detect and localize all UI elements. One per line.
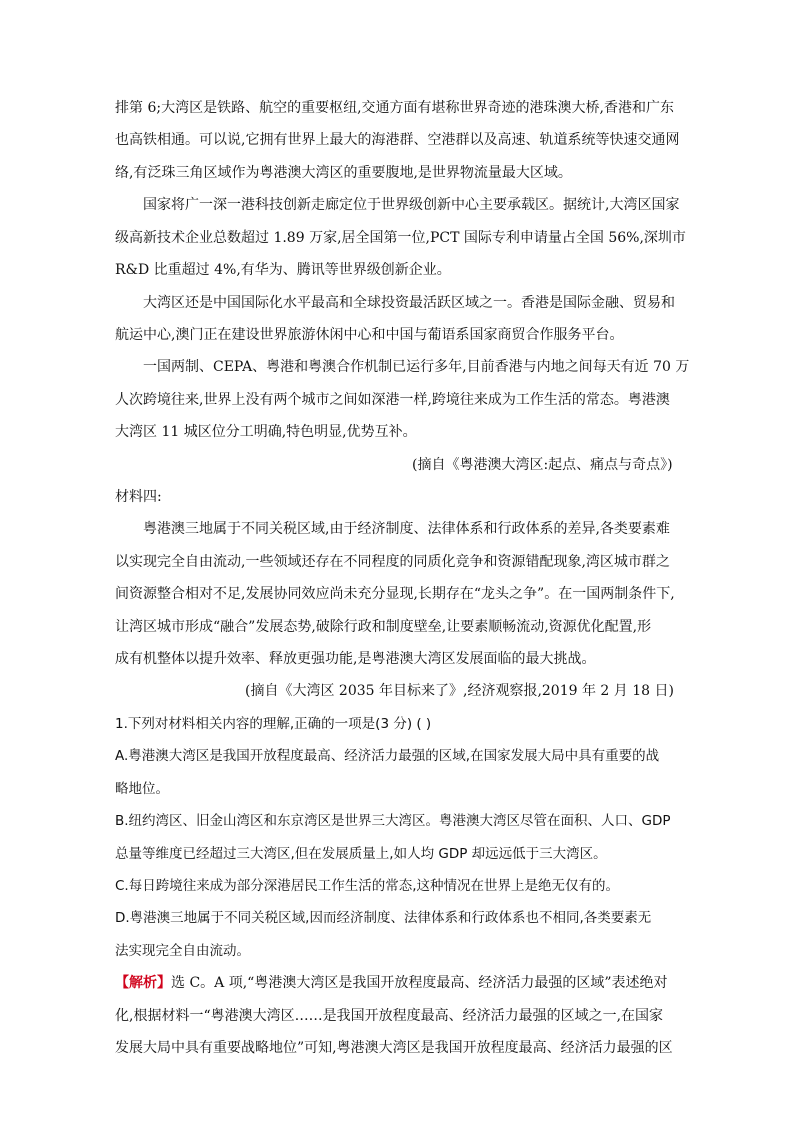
paragraph-line: 也高铁相通。可以说,它拥有世界上最大的海港群、空港群以及高速、轨道系统等快速交通网 [115,132,680,148]
paragraph-line: 航运中心,澳门正在建设世界旅游休闲中心和中国与葡语系国家商贸合作服务平台。 [115,327,624,343]
paragraph-line: 粤港澳三地属于不同关税区域,由于经济制度、法律体系和行政体系的差异,各类要素难 [143,521,670,537]
option-b: B.纽约湾区、旧金山湾区和东京湾区是世界三大湾区。粤港澳大湾区尽管在面积、人口、GDP [115,813,671,829]
analysis-tag: 【解析】 [115,975,171,991]
material-label: 材料四: [115,489,162,505]
paragraph-line: 以实现完全自由流动,一些领域还存在不同程度的同质化竞争和资源错配现象,湾区城市群之 [115,554,670,570]
source-citation: (摘自《大湾区 2035 年目标来了》,经济观察报,2019 年 2 月 18 日) [245,683,674,699]
source-citation: (摘自《粤港澳大湾区:起点、痛点与奇点》) [412,457,673,473]
analysis-line [115,972,668,994]
paragraph-line: 大湾区还是中国国际化水平最高和全球投资最活跃区域之一。香港是国际金融、贸易和 [143,295,675,311]
paragraph-line: 排第 6;大湾区是铁路、航空的重要枢纽,交通方面有堪称世界奇迹的港珠澳大桥,香港和广东 [115,100,674,116]
paragraph-line: 一国两制、CEPA、粤港和粤澳合作机制已运行多年,目前香港与内地之间每天有近 70 万 [143,359,690,375]
paragraph-line: 络,有泛珠三角区域作为粤港澳大湾区的重要腹地,是世界物流量最大区域。 [115,165,572,181]
option-b-cont: 总量等维度已经超过三大湾区,但在发展质量上,如人均 GDP 却远远低于三大湾区。 [115,846,607,862]
paragraph-line: 成有机整体以提升效率、释放更强功能,是粤港澳大湾区发展面临的最大挑战。 [115,651,596,667]
analysis-line: 化,根据材料一“粤港澳大湾区……是我国开放程度最高、经济活力最强的区域之一,在国家 [115,1008,664,1024]
option-c: C.每日跨境往来成为部分深港居民工作生活的常态,这种情况在世界上是绝无仅有的。 [115,878,620,894]
paragraph-line: R&D 比重超过 4%,有华为、腾讯等世界级创新企业。 [115,262,451,278]
option-a-cont: 略地位。 [115,781,169,797]
option-a: A.粤港澳大湾区是我国开放程度最高、经济活力最强的区域,在国家发展大局中具有重要的战 [115,748,660,764]
paragraph-line: 国家将广一深一港科技创新走廊定位于世界级创新中心主要承载区。据统计,大湾区国家 [143,197,680,213]
paragraph-line: 让湾区城市形成“融合”发展态势,破除行政和制度壁垒,让要素顺畅流动,资源优化配置,形 [115,619,652,635]
paragraph-line: 人次跨境往来,世界上没有两个城市之间如深港一样,跨境往来成为工作生活的常态。粤港澳 [115,392,670,408]
paragraph-line: 间资源整合相对不足,发展协同效应尚未充分显现,长期存在“龙头之争”。在一国两制条件下, [115,586,675,602]
paragraph-line: 级高新技术企业总数超过 1.89 万家,居全国第一位,PCT 国际专利申请量占全国 56%,深圳市 [115,230,686,246]
question-stem: 1.下列对材料相关内容的理解,正确的一项是(3 分) ( ) [115,716,432,732]
analysis-text: 选 C。A 项,“粤港澳大湾区是我国开放程度最高、经济活力最强的区域”表述绝对 [171,975,668,991]
option-d: D.粤港澳三地属于不同关税区域,因而经济制度、法律体系和行政体系也不相同,各类要素无 [115,910,652,926]
option-d-cont: 法实现完全自由流动。 [115,943,250,959]
analysis-line: 发展大局中具有重要战略地位”可知,粤港澳大湾区是我国开放程度最高、经济活力最强的区 [115,1040,673,1056]
paragraph-line: 大湾区 11 城区位分工明确,特色明显,优势互补。 [115,424,417,440]
